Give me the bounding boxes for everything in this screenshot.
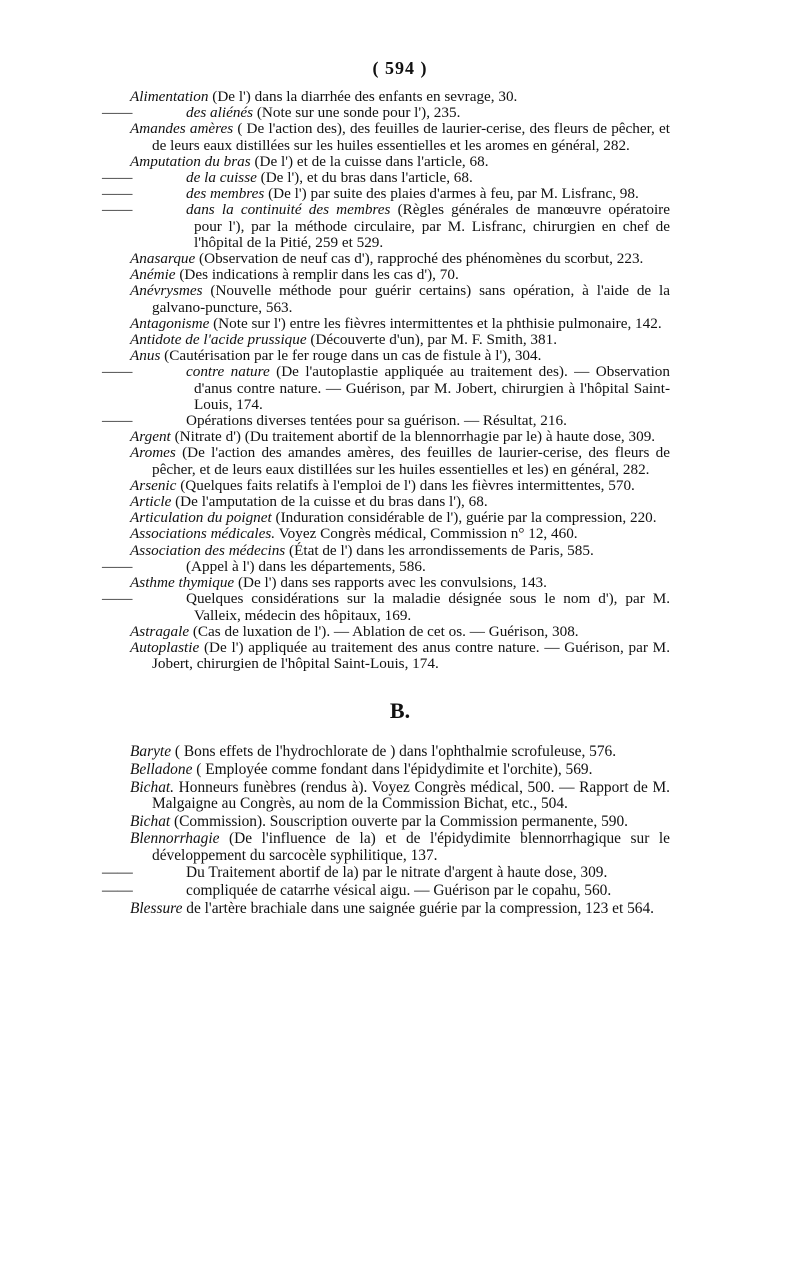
entry-heading: Association des médecins bbox=[130, 541, 286, 559]
index-entry bbox=[130, 762, 670, 779]
entry-heading: Asthme thymique bbox=[130, 574, 235, 592]
entry-heading: Baryte bbox=[130, 743, 172, 761]
index-entry bbox=[130, 89, 670, 105]
entry-text: Du Traitement abortif de la) par le nitrate d'argent à haute dose, 309. bbox=[186, 864, 608, 882]
index-entry bbox=[130, 831, 670, 864]
index-entry bbox=[102, 201, 670, 251]
entry-heading: de la cuisse bbox=[186, 169, 257, 187]
entry-text: Honneurs funèbres (rendus à). Voyez Congrès médical, 500. — Rapport de M. Malgaigne au Congrès, au nom de la Commission Bichat, etc., 504. bbox=[152, 778, 670, 813]
entry-text: de l'artère brachiale dans une saignée guérie par la compression, 123 et 564. bbox=[182, 899, 655, 917]
index-entry bbox=[130, 510, 670, 526]
entry-dash: —— bbox=[102, 104, 133, 122]
entry-heading: Argent bbox=[130, 428, 171, 446]
entry-text: Opérations diverses tentées pour sa guérison. — Résultat, 216. bbox=[186, 412, 567, 430]
index-entry bbox=[130, 814, 670, 831]
entry-dash: —— bbox=[102, 557, 133, 575]
entry-text: (De l'autoplastie appliquée au traitement des). — Observation d'anus contre nature. — Guérison, par M. Jobert, chirurgien à l'hôpital Saint-Louis, 174. bbox=[194, 363, 670, 413]
index-entry bbox=[130, 624, 670, 640]
index-entry bbox=[130, 267, 670, 283]
index-entry bbox=[102, 169, 670, 187]
index-entry bbox=[102, 185, 670, 203]
entry-text: (De l'amputation de la cuisse et du bras dans l'), 68. bbox=[171, 493, 488, 511]
entry-dash: —— bbox=[102, 412, 133, 430]
entry-text: (Note sur une sonde pour l'), 235. bbox=[253, 104, 461, 122]
entry-heading: Bichat. bbox=[130, 778, 175, 796]
index-entry bbox=[130, 780, 670, 813]
index-entry bbox=[102, 104, 670, 122]
entry-text: (Commission). Souscription ouverte par la Commission permanente, 590. bbox=[170, 812, 628, 830]
entry-heading: Blessure bbox=[130, 899, 183, 917]
section-b-entries bbox=[102, 743, 670, 917]
entry-text: (Découverte d'un), par M. F. Smith, 381. bbox=[306, 331, 557, 349]
index-entry bbox=[130, 640, 670, 672]
entry-text: (Quelques faits relatifs à l'emploi de l') dans les fièvres intermittentes, 570. bbox=[176, 476, 635, 494]
entry-heading: Antidote de l'acide prussique bbox=[130, 331, 307, 349]
entry-heading: dans la continuité des membres bbox=[186, 201, 391, 219]
entry-text: (De l') par suite des plaies d'armes à feu, par M. Lisfranc, 98. bbox=[264, 185, 639, 203]
entry-heading: des membres bbox=[186, 185, 265, 203]
page-number: ( 594 ) bbox=[372, 58, 428, 78]
index-entry bbox=[130, 251, 670, 267]
entry-text: (De l') appliquée au traitement des anus contre nature. — Guérison, par M. Jobert, chirurgien de l'hôpital Saint-Louis, 174. bbox=[152, 638, 670, 673]
entry-heading: Anémie bbox=[130, 266, 176, 284]
entry-heading: Amandes amères bbox=[130, 120, 234, 138]
entry-heading: contre nature bbox=[186, 363, 270, 381]
entry-text: (De l'action des amandes amères, des feuilles de laurier-cerise, des fleurs de pêcher, et de leurs eaux distillées sur les huiles essentielles et les) en général, 282. bbox=[152, 444, 670, 478]
entry-heading: Belladone bbox=[130, 760, 193, 778]
entry-text: (Appel à l') dans les départements, 586. bbox=[186, 557, 426, 575]
index-entry bbox=[130, 283, 670, 315]
entry-heading: Articulation du poignet bbox=[130, 509, 272, 527]
index-entry bbox=[130, 543, 670, 559]
index-entry bbox=[130, 901, 670, 918]
section-letter-b: B. bbox=[389, 698, 411, 724]
entry-text: (Note sur l') entre les fièvres intermittentes et la phthisie pulmonaire, 142. bbox=[209, 314, 662, 332]
entry-text: (Induration considérable de l'), guérie par la compression, 220. bbox=[271, 509, 657, 527]
entry-heading: Antagonisme bbox=[130, 314, 210, 332]
index-entry bbox=[102, 882, 670, 900]
index-entry bbox=[130, 154, 670, 170]
index-entry bbox=[130, 121, 670, 153]
index-page bbox=[102, 58, 670, 918]
index-entry bbox=[130, 526, 670, 542]
index-entry bbox=[130, 494, 670, 510]
index-entry bbox=[130, 332, 670, 348]
entry-text: (Cautérisation par le fer rouge dans un cas de fistule à l'), 304. bbox=[160, 347, 542, 365]
entry-heading: Bichat bbox=[130, 812, 171, 830]
index-entry bbox=[130, 575, 670, 591]
entry-text: (De l') dans ses rapports avec les convulsions, 143. bbox=[234, 574, 547, 592]
entry-text: (De l'), et du bras dans l'article, 68. bbox=[256, 169, 473, 187]
entry-heading: Arsenic bbox=[130, 476, 177, 494]
entry-dash: —— bbox=[102, 185, 133, 203]
entry-text: Voyez Congrès médical, Commission n° 12, 460. bbox=[275, 525, 578, 543]
entry-heading: Alimentation bbox=[130, 88, 209, 105]
entry-text: Quelques considérations sur la maladie désignée sous le nom d'), par M. Valleix, médecin des hôpitaux, 169. bbox=[186, 590, 670, 624]
entry-text: (Cas de luxation de l'). — Ablation de cet os. — Guérison, 308. bbox=[189, 622, 579, 640]
entry-dash: —— bbox=[102, 882, 133, 900]
entry-text: ( Bons effets de l'hydrochlorate de ) dans l'ophthalmie scrofuleuse, 576. bbox=[171, 743, 617, 761]
entry-heading: Anasarque bbox=[130, 250, 196, 268]
index-entry bbox=[102, 864, 670, 882]
entry-heading: Anévrysmes bbox=[130, 282, 203, 300]
entry-heading: Associations médicales. bbox=[130, 525, 276, 543]
index-entry bbox=[102, 590, 670, 624]
entry-dash: —— bbox=[102, 363, 133, 381]
entry-text: (Nouvelle méthode pour guérir certains) sans opération, à l'aide de la galvano-puncture, 563. bbox=[152, 282, 670, 316]
entry-heading: Astragale bbox=[130, 622, 190, 640]
entry-text: (Observation de neuf cas d'), rapproché des phénomènes du scorbut, 223. bbox=[195, 250, 644, 268]
entry-dash: —— bbox=[102, 864, 133, 882]
entry-heading: Autoplastie bbox=[130, 638, 200, 656]
entry-text: (Des indications à remplir dans les cas d'), 70. bbox=[175, 266, 459, 284]
index-entry bbox=[130, 316, 670, 332]
entry-heading: Article bbox=[130, 493, 172, 511]
entry-text: (Nitrate d') (Du traitement abortif de la blennorrhagie par le) à haute dose, 309. bbox=[170, 428, 656, 446]
index-entry bbox=[102, 412, 670, 430]
entry-text: ( De l'action des), des feuilles de laurier-cerise, des fleurs de pêcher, et de leurs eaux distillées sur les huiles essentielles et les aromes en général, 282. bbox=[152, 120, 670, 154]
index-entry bbox=[130, 429, 670, 445]
entry-heading: Aromes bbox=[130, 444, 176, 462]
index-entry bbox=[102, 557, 670, 575]
index-entry bbox=[102, 363, 670, 413]
entry-text: compliquée de catarrhe vésical aigu. — Guérison par le copahu, 560. bbox=[186, 882, 612, 900]
entry-heading: Anus bbox=[130, 347, 161, 365]
entry-text: (De l') et de la cuisse dans l'article, 68. bbox=[250, 152, 489, 170]
entry-text: (De l') dans la diarrhée des enfants en sevrage, 30. bbox=[208, 88, 518, 105]
entry-heading: Amputation du bras bbox=[130, 152, 251, 170]
entry-text: (État de l') dans les arrondissements de Paris, 585. bbox=[285, 541, 594, 559]
index-entry bbox=[130, 744, 670, 761]
entry-dash: —— bbox=[102, 169, 133, 187]
entry-heading: des aliénés bbox=[186, 104, 254, 122]
index-entry bbox=[130, 445, 670, 477]
entry-dash: —— bbox=[102, 201, 133, 219]
entry-text: (Règles générales de manœuvre opératoire pour l'), par la méthode circulaire, par M. Lisfranc, chirurgien en chef de l'hôpital de la Pitié, 259 et 529. bbox=[194, 201, 670, 251]
entry-dash: —— bbox=[102, 590, 133, 608]
entry-text: (De l'influence de la) et de l'épidydimite blennorrhagique sur le développement du sarcocèle syphilitique, 137. bbox=[152, 830, 670, 864]
index-entry bbox=[130, 348, 670, 364]
entry-text: ( Employée comme fondant dans l'épidydimite et l'orchite), 569. bbox=[192, 760, 593, 778]
entry-heading: Blennorrhagie bbox=[130, 830, 220, 848]
section-a-entries bbox=[102, 88, 670, 673]
index-entry bbox=[130, 478, 670, 494]
